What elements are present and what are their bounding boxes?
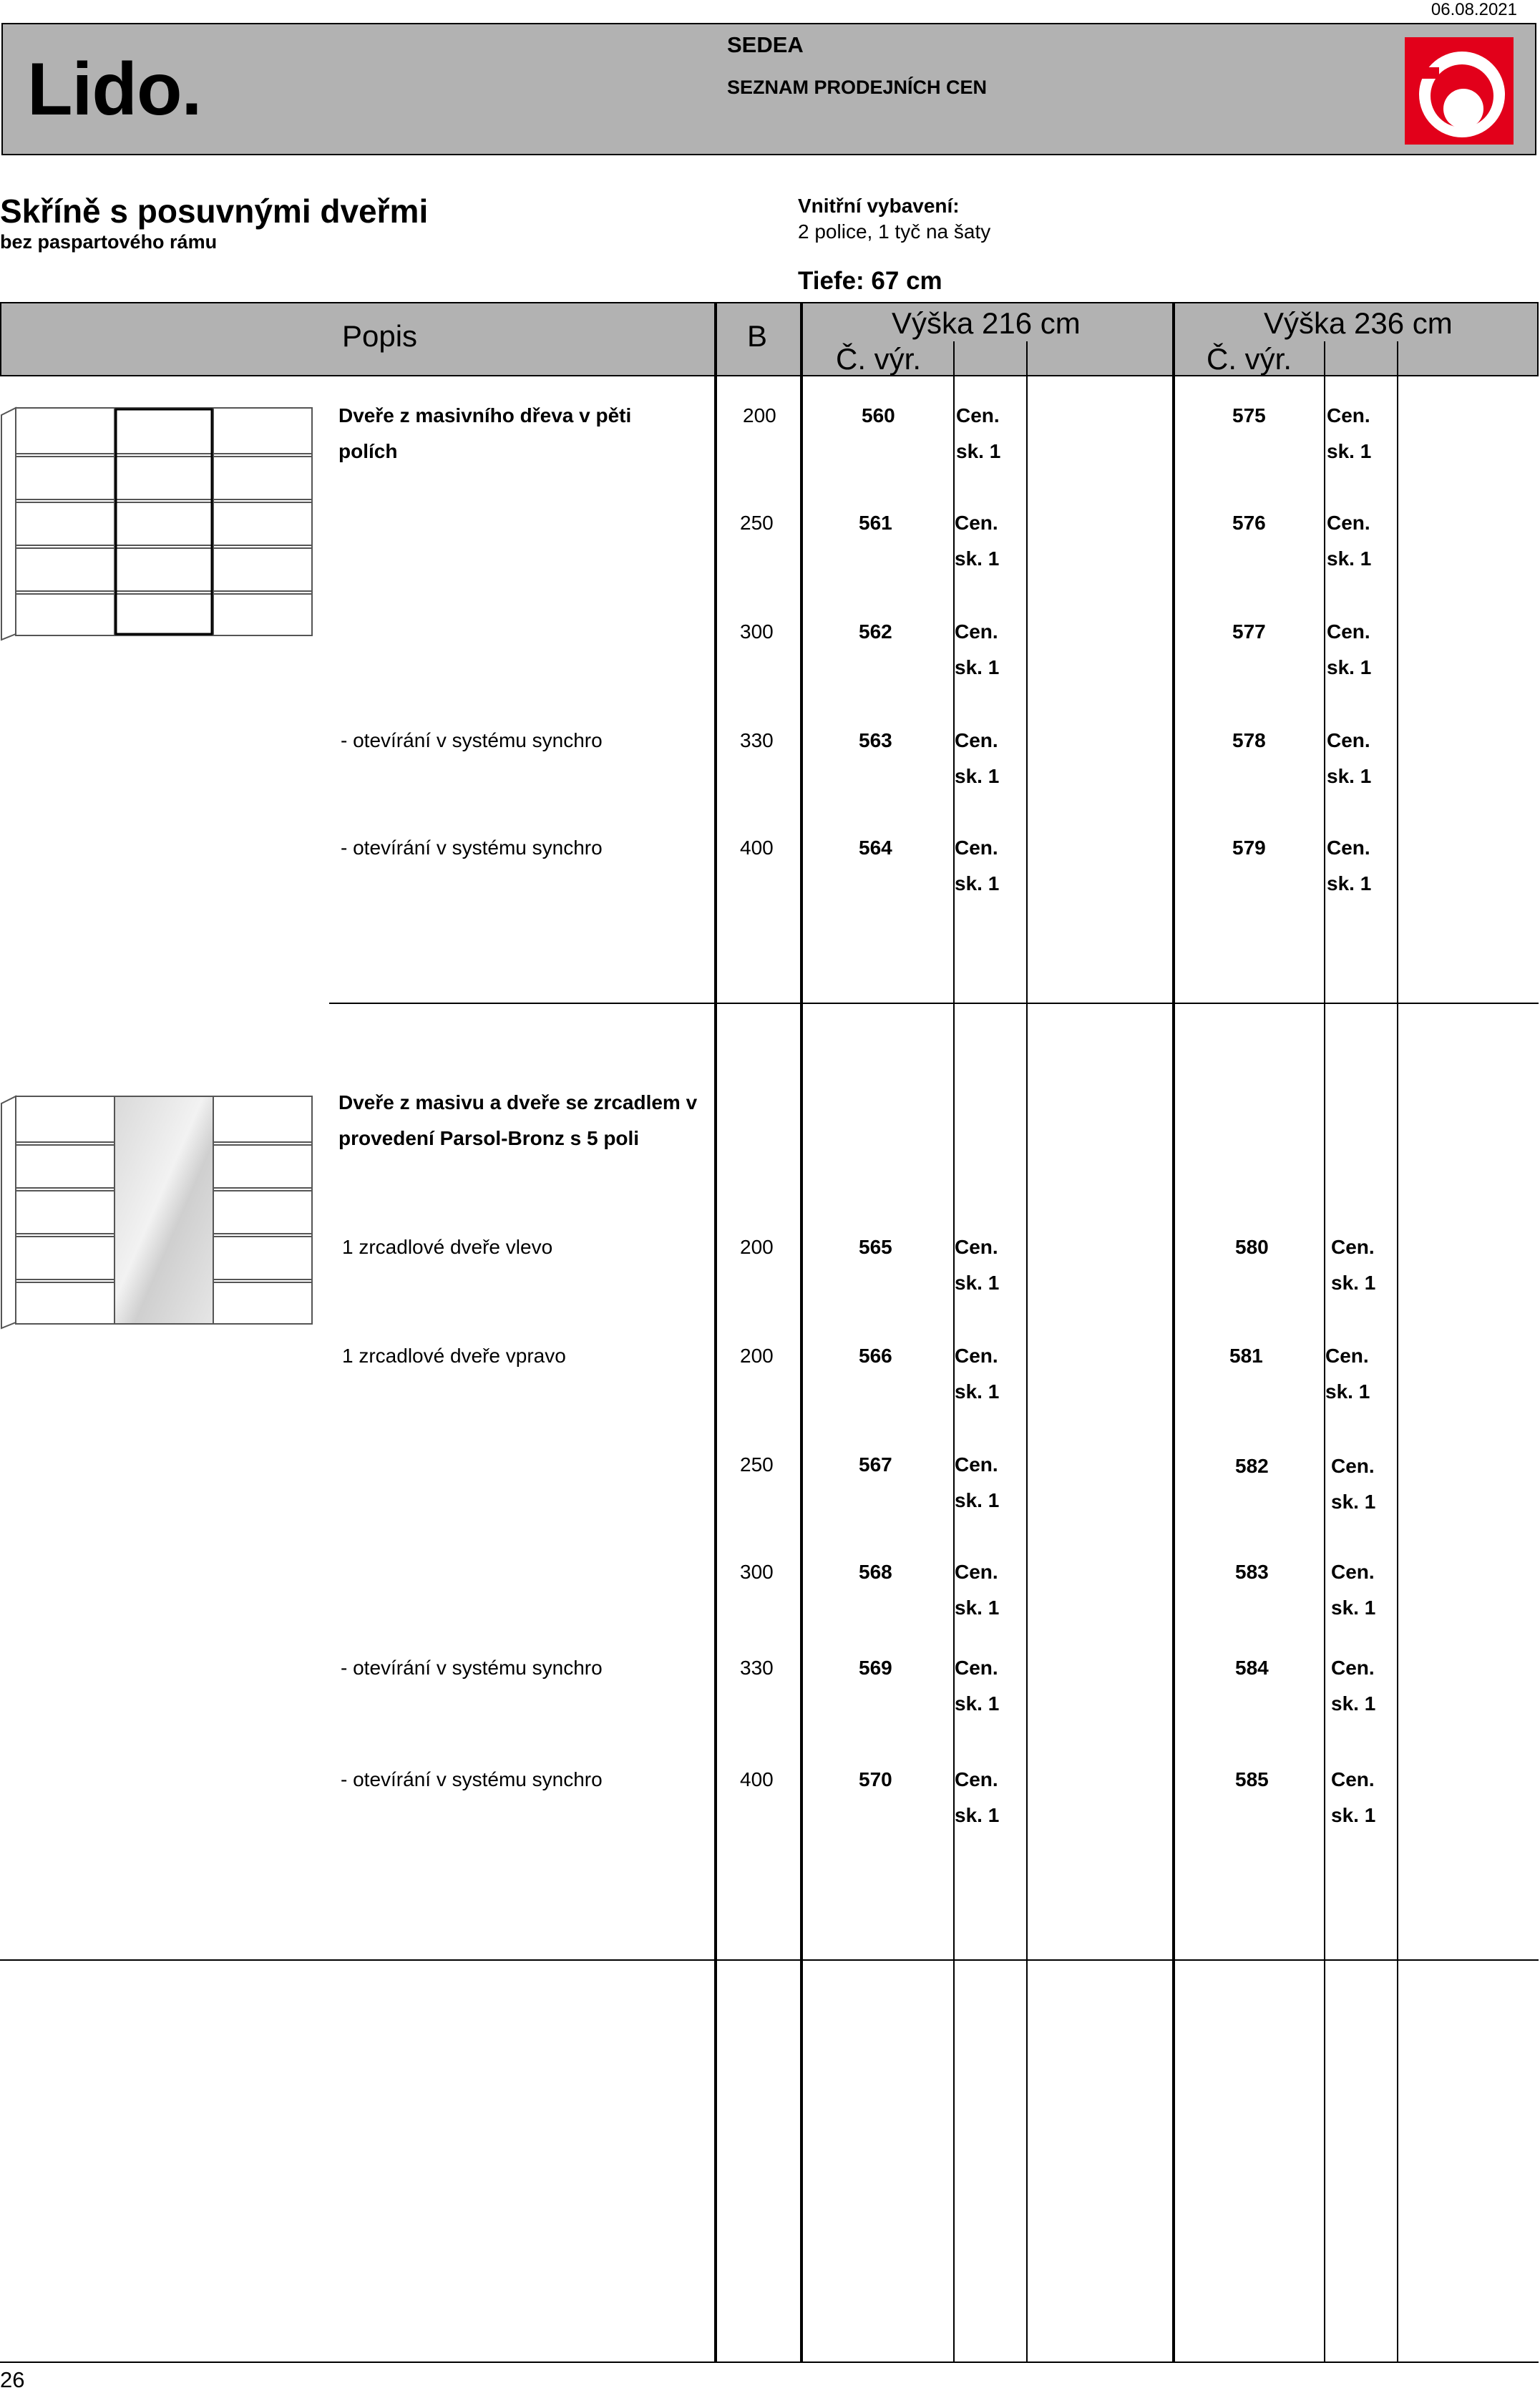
price-group-216-line1: Cen. xyxy=(955,1345,998,1367)
article-number-216: 563 xyxy=(859,729,892,751)
article-number-216: 566 xyxy=(859,1345,892,1367)
price-group-236-line1: Cen. xyxy=(1327,837,1370,859)
article-number-216: 569 xyxy=(859,1657,892,1679)
article-number-236: 580 xyxy=(1235,1236,1269,1258)
section-divider xyxy=(0,1959,1539,1961)
column-header-popis: Popis xyxy=(342,319,418,353)
price-group-216-line2: sk. 1 xyxy=(955,1380,1000,1403)
width-value: 400 xyxy=(740,837,774,859)
row-note: - otevírání v systému synchro xyxy=(341,1657,603,1679)
article-number-236: 579 xyxy=(1232,837,1266,859)
price-group-216-line2: sk. 1 xyxy=(955,1489,1000,1511)
price-group-216-line1: Cen. xyxy=(955,837,998,859)
price-group-216-line1: Cen. xyxy=(956,404,1000,427)
grid-line xyxy=(800,302,803,2363)
document-title: SEZNAM PRODEJNÍCH CEN xyxy=(727,77,988,98)
grid-line xyxy=(714,302,717,2363)
price-group-236-line1: Cen. xyxy=(1327,404,1370,427)
price-group-216-line1: Cen. xyxy=(955,1236,998,1258)
article-number-216: 560 xyxy=(862,404,895,427)
width-value: 330 xyxy=(740,1657,774,1679)
section2-description-line2: provedení Parsol-Bronz s 5 poli xyxy=(338,1127,640,1149)
price-group-236-line2: sk. 1 xyxy=(1327,440,1372,462)
width-value: 300 xyxy=(740,1561,774,1583)
width-value: 200 xyxy=(740,1345,774,1367)
product-subtitle: bez paspartového rámu xyxy=(0,231,218,253)
price-group-216-line1: Cen. xyxy=(955,1657,998,1679)
section2-description-line1: Dveře z masivu a dveře se zrcadlem v xyxy=(338,1091,698,1113)
price-group-236-line1: Cen. xyxy=(1331,1657,1375,1679)
article-number-216: 561 xyxy=(859,512,892,534)
price-group-236-line1: Cen. xyxy=(1325,1345,1369,1367)
article-number-236: 581 xyxy=(1229,1345,1263,1367)
column-header-width: B xyxy=(747,319,768,353)
inner-equipment-value: 2 police, 1 tyč na šaty xyxy=(798,220,991,243)
row-note: - otevírání v systému synchro xyxy=(341,729,603,751)
price-group-216-line2: sk. 1 xyxy=(955,1804,1000,1826)
price-group-216-line2: sk. 1 xyxy=(955,872,1000,895)
price-group-236-line1: Cen. xyxy=(1331,1455,1375,1477)
width-value: 200 xyxy=(740,1236,774,1258)
price-group-216-line2: sk. 1 xyxy=(955,1272,1000,1294)
article-number-216: 570 xyxy=(859,1768,892,1790)
price-group-236-line1: Cen. xyxy=(1327,512,1370,534)
price-group-236-line1: Cen. xyxy=(1331,1768,1375,1790)
width-value: 330 xyxy=(740,729,774,751)
price-group-216-line2: sk. 1 xyxy=(955,656,1000,678)
grid-line xyxy=(1172,302,1175,2363)
price-group-236-line2: sk. 1 xyxy=(1331,1491,1376,1513)
wardrobe-solid-icon xyxy=(0,406,315,643)
price-group-236-line2: sk. 1 xyxy=(1327,872,1372,895)
article-number-216: 568 xyxy=(859,1561,892,1583)
price-group-216-line2: sk. 1 xyxy=(955,1597,1000,1619)
price-group-216-line2: sk. 1 xyxy=(955,547,1000,570)
product-title: Skříně s posuvnými dveřmi xyxy=(0,192,429,230)
price-group-236-line2: sk. 1 xyxy=(1331,1597,1376,1619)
row-note: 1 zrcadlové dveře vlevo xyxy=(342,1236,553,1258)
price-group-216-line2: sk. 1 xyxy=(956,440,1001,462)
depth-label: Tiefe: 67 cm xyxy=(798,267,942,295)
grid-line xyxy=(1026,341,1028,2363)
article-number-216: 564 xyxy=(859,837,892,859)
price-group-236-line1: Cen. xyxy=(1327,729,1370,751)
price-group-236-line2: sk. 1 xyxy=(1331,1272,1376,1294)
wardrobe-mirror-icon xyxy=(0,1095,315,1331)
price-group-216-line1: Cen. xyxy=(955,1453,998,1476)
article-number-236: 575 xyxy=(1232,404,1266,427)
section-divider xyxy=(329,1003,1539,1004)
price-group-216-line1: Cen. xyxy=(955,512,998,534)
table-bottom-line xyxy=(0,2362,1539,2363)
price-group-236-line2: sk. 1 xyxy=(1325,1380,1370,1403)
price-group-236-line2: sk. 1 xyxy=(1327,656,1372,678)
price-group-216-line1: Cen. xyxy=(955,1561,998,1583)
width-value: 250 xyxy=(740,512,774,534)
row-note: - otevírání v systému synchro xyxy=(341,837,603,859)
price-group-236-line2: sk. 1 xyxy=(1327,547,1372,570)
brand-name: Lido. xyxy=(27,48,202,131)
price-group-236-line1: Cen. xyxy=(1331,1236,1375,1258)
price-group-236-line2: sk. 1 xyxy=(1327,765,1372,787)
column-header-article-216: Č. výr. xyxy=(836,342,922,376)
section1-description-line1: Dveře z masivního dřeva v pěti xyxy=(338,404,632,427)
article-number-236: 578 xyxy=(1232,729,1266,751)
article-number-216: 565 xyxy=(859,1236,892,1258)
price-group-236-line2: sk. 1 xyxy=(1331,1804,1376,1826)
width-value: 200 xyxy=(743,404,776,427)
price-group-236-line1: Cen. xyxy=(1327,620,1370,643)
price-group-236-line2: sk. 1 xyxy=(1331,1692,1376,1715)
price-group-216-line1: Cen. xyxy=(955,729,998,751)
width-value: 300 xyxy=(740,620,774,643)
print-date: 06.08.2021 xyxy=(1431,0,1517,19)
article-number-216: 562 xyxy=(859,620,892,643)
price-group-216-line1: Cen. xyxy=(955,1768,998,1790)
row-note: - otevírání v systému synchro xyxy=(341,1768,603,1790)
inner-equipment-heading: Vnitřní vybavení: xyxy=(798,195,960,217)
article-number-216: 567 xyxy=(859,1453,892,1476)
price-group-236-line1: Cen. xyxy=(1331,1561,1375,1583)
article-number-236: 583 xyxy=(1235,1561,1269,1583)
company-name: SEDEA xyxy=(727,32,804,57)
page-number: 26 xyxy=(0,2367,25,2392)
article-number-236: 585 xyxy=(1235,1768,1269,1790)
section1-description-line2: polích xyxy=(338,440,398,462)
price-group-216-line1: Cen. xyxy=(955,620,998,643)
width-value: 400 xyxy=(740,1768,774,1790)
article-number-236: 577 xyxy=(1232,620,1266,643)
price-group-216-line2: sk. 1 xyxy=(955,1692,1000,1715)
article-number-236: 576 xyxy=(1232,512,1266,534)
article-number-236: 582 xyxy=(1235,1455,1269,1477)
lido-logo-icon xyxy=(1405,37,1514,145)
article-number-236: 584 xyxy=(1235,1657,1269,1679)
price-group-216-line2: sk. 1 xyxy=(955,765,1000,787)
width-value: 250 xyxy=(740,1453,774,1476)
column-header-height-236: Výška 236 cm xyxy=(1264,306,1453,340)
grid-line xyxy=(1397,341,1398,2363)
column-header-height-216: Výška 216 cm xyxy=(892,306,1081,340)
column-header-article-236: Č. výr. xyxy=(1207,342,1292,376)
row-note: 1 zrcadlové dveře vpravo xyxy=(342,1345,566,1367)
